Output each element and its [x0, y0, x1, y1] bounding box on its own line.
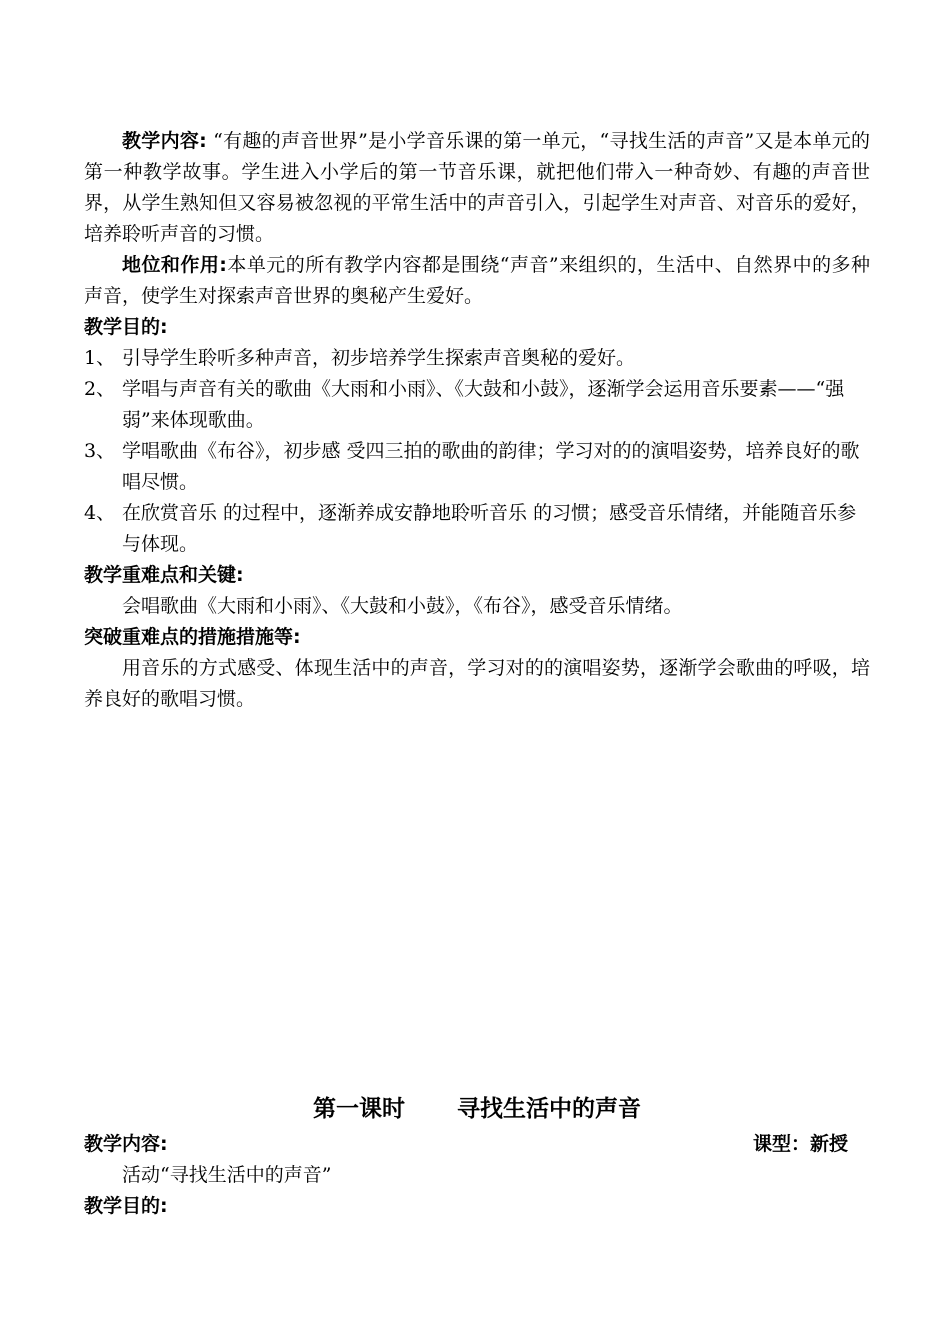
- unit-content-label: 教学内容:: [122, 130, 207, 152]
- unit-measures-text: 用音乐的方式感受、体现生活中的声音，学习对的的演唱姿势，逐渐学会歌曲的呼吸，培养良好的歌唱习惯。: [84, 657, 870, 710]
- unit-measures-heading: 突破重难点的措施措施等:: [84, 626, 301, 648]
- unit-goals-heading: 教学目的:: [84, 316, 168, 338]
- goal-item: [84, 374, 870, 436]
- goal-number: 2、: [84, 378, 116, 400]
- unit-content-text: “有趣的声音世界”是小学音乐课的第一单元，“寻找生活的声音”又是本单元的第一种教学故事。学生进入小学后的第一节音乐课，就把他们带入一种奇妙、有趣的声音世界，从学生熟知但又容易被忽视的平常生活中的声音引入，引起学生对声音、对音乐的爱好，培养聆听声音的习惯。: [84, 130, 870, 245]
- goal-number: 4、: [84, 502, 116, 524]
- goal-text: 在欣赏音乐 的过程中，逐渐养成安静地聆听音乐 的习惯；感受音乐情绪，并能随音乐参与体现。: [122, 502, 857, 555]
- unit-role-paragraph: [84, 250, 870, 312]
- lesson-content-label: 教学内容:: [84, 1133, 168, 1155]
- goal-number: 3、: [84, 440, 116, 462]
- lesson-activity: 活动“寻找生活中的声音”: [122, 1164, 332, 1186]
- goal-number: 1、: [84, 347, 116, 369]
- lesson-type-label: 课型：新授: [752, 1133, 848, 1155]
- goal-item: [84, 343, 870, 374]
- goal-item: [84, 436, 870, 498]
- lesson-section: [84, 1094, 870, 1222]
- lesson-title-number: 第一课时: [313, 1096, 405, 1122]
- unit-section: [84, 126, 870, 715]
- lesson-goals-heading: 教学目的:: [84, 1195, 168, 1217]
- lesson-title: [84, 1094, 870, 1125]
- unit-key-text: 会唱歌曲《大雨和小雨》、《大鼓和小鼓》，《布谷》，感受音乐情绪。: [122, 595, 683, 617]
- goal-text: 引导学生聆听多种声音，初步培养学生探索声音奥秘的爱好。: [122, 347, 636, 369]
- goal-item: [84, 498, 870, 560]
- lesson-content-row: [84, 1129, 870, 1160]
- unit-role-label: 地位和作用:: [122, 254, 227, 276]
- unit-key-heading: 教学重难点和关键:: [84, 564, 244, 586]
- goal-text: 学唱与声音有关的歌曲《大雨和小雨》、《大鼓和小鼓》，逐渐学会运用音乐要素——“强弱”来体现歌曲。: [122, 378, 845, 431]
- lesson-title-name: 寻找生活中的声音: [457, 1096, 641, 1122]
- unit-role-text: 本单元的所有教学内容都是围绕“声音”来组织的，生活中、自然界中的多种声音，使学生对探索声音世界的奥秘产生爱好。: [84, 254, 870, 307]
- unit-content-paragraph: [84, 126, 870, 250]
- goal-text: 学唱歌曲《布谷》，初步感 受四三拍的歌曲的韵律；学习对的的演唱姿势，培养良好的歌唱尽惯。: [122, 440, 860, 493]
